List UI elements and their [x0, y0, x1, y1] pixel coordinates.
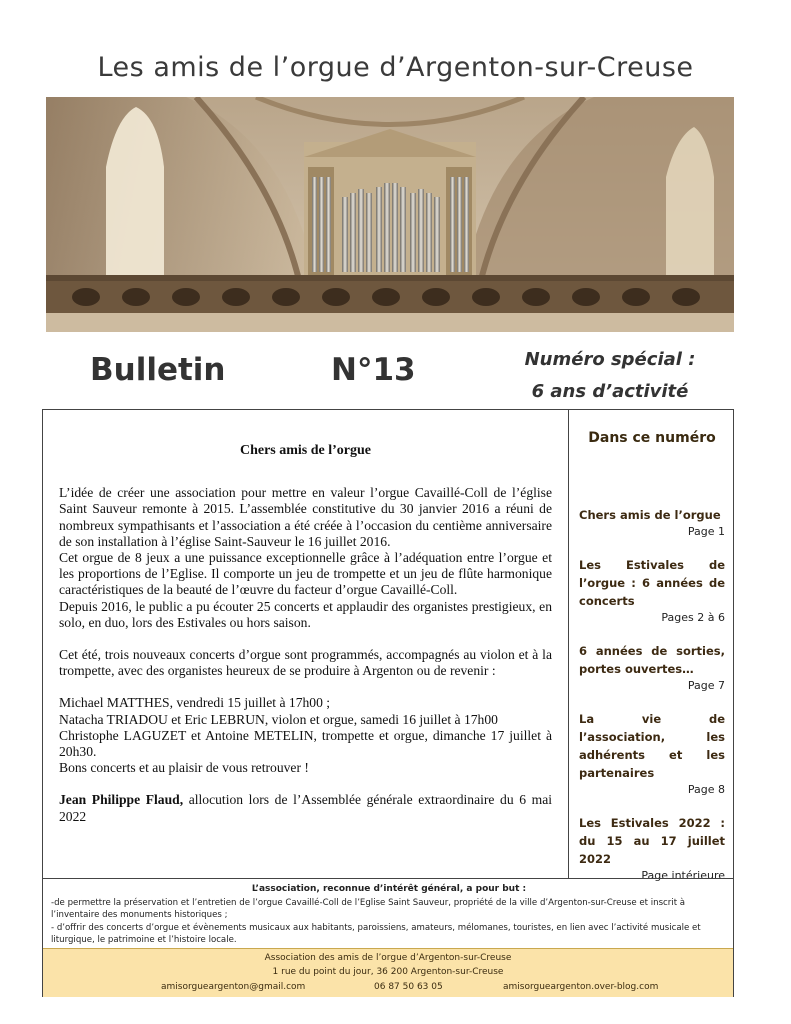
toc-heading: Dans ce numéro — [588, 430, 716, 446]
toc-item-page: Page 1 — [687, 525, 725, 538]
association-purpose — [43, 878, 733, 948]
content-frame — [42, 409, 734, 997]
article-paragraph: Cet été, trois nouveaux concerts d’orgue sont programmés, accompagnés au violon et à la trompette, avec des organistes heureux de se produire à Argenton ou de revenir : — [59, 647, 552, 679]
concert-line: Christophe LAGUZET et Antoine METELIN, trompette et orgue, dimanche 17 juillet à 20h30. — [59, 727, 552, 760]
contact-footer — [43, 948, 733, 997]
toc-item-title: 6 années de sorties, portes ouvertes… — [579, 644, 725, 676]
article-paragraph: Depuis 2016, le public a pu écouter 25 concerts et applaudir des organistes prestigieux, en solo, en duo, lors des Estivales ou hors saison. — [59, 598, 552, 630]
toc-item[interactable] — [579, 642, 725, 694]
special-line-1: Numéro spécial : — [524, 349, 696, 370]
article-heading: Chers amis de l’orgue — [239, 443, 372, 458]
special-issue-label — [500, 344, 720, 408]
table-of-contents — [569, 410, 733, 882]
toc-item-title: La vie de l’association, les adhérents et les partenaires — [579, 712, 725, 780]
bulletin-title: Les amis de l’orgue d’Argenton-sur-Creuse — [97, 52, 694, 83]
footer-association-name: Association des amis de l’orgue d’Argenton-sur-Creuse — [264, 953, 512, 963]
toc-item-title: Les Estivales 2022 : du 15 au 17 juillet 2022 — [579, 816, 725, 866]
footer-blog-link[interactable]: amisorgueargenton.over-blog.com — [503, 982, 659, 992]
bulletin-label: Bulletin — [90, 352, 226, 388]
toc-item-page: Pages 2 à 6 — [661, 611, 725, 624]
footer-phone: 06 87 50 63 05 — [374, 982, 443, 992]
concert-line: Michael MATTHES, vendredi 15 juillet à 17h00 ; — [59, 695, 331, 711]
article-paragraph: Cet orgue de 8 jeux a une puissance exceptionnelle grâce à l’adéquation entre l’orgue et les proportions de l’Eglise. Il comporte un jeu de trompette et un jeu de flûte harmonique caractéristiques de la beauté de l’œuvre du facteur d’orgue Cavaillé-Coll. — [59, 550, 552, 598]
toc-item-title: Les Estivales de l’orgue : 6 années de concerts — [579, 558, 725, 608]
toc-item-page: Page 8 — [687, 783, 725, 796]
footer-address: 1 rue du point du jour, 36 200 Argenton-sur-Creuse — [272, 967, 504, 977]
association-purpose-line: -de permettre la préservation et l’entretien de l’orgue Cavaillé-Coll de l’Eglise Saint Sauveur, propriété de la ville d’Argenton-sur-Creuse et inscrit à l’inventaire des monuments historiques ; — [51, 897, 686, 920]
toc-item[interactable] — [579, 556, 725, 626]
toc-item-page: Page intérieure — [641, 869, 725, 882]
toc-item-title: Chers amis de l’orgue — [579, 508, 721, 522]
signature-name: Jean Philippe Flaud, — [59, 792, 184, 808]
association-purpose-line: - d’offrir des concerts d’orgue et évènements musicaux aux habitants, paroissiens, amateurs, mélomanes, touristes, en lien avec l’activité musicale et liturgique, le patrimoine et l’histoire locale. — [51, 922, 701, 945]
editorial-article — [43, 410, 569, 878]
toc-item-page: Page 7 — [687, 679, 725, 692]
signature — [59, 792, 552, 824]
toc-item[interactable] — [579, 710, 725, 798]
footer-email-link[interactable]: amisorgueargenton@gmail.com — [161, 982, 306, 992]
association-heading: L’association, reconnue d’intérêt général, a pour but : — [251, 884, 527, 894]
signature-context: allocution lors de l’Assemblée générale extraordinaire du 6 mai 2022 — [59, 792, 553, 824]
toc-item[interactable] — [579, 814, 725, 884]
issue-number: N°13 — [331, 352, 416, 388]
article-paragraph: L’idée de créer une association pour mettre en valeur l’orgue Cavaillé-Coll de l’église Saint Sauveur remonte à 2015. L’assemblée constitutive du 30 janvier 2016 a réuni de nombreux sympathisants et l’association a été créée à l’occasion du centième anniversaire de son installation à l’église Saint-Sauveur le 16 juillet 2016. — [59, 485, 552, 549]
organ-photo — [46, 97, 734, 332]
special-line-2: 6 ans d’activité — [531, 381, 689, 402]
concert-line: Natacha TRIADOU et Eric LEBRUN, violon et orgue, samedi 16 juillet à 17h00 — [59, 711, 498, 727]
toc-item[interactable] — [579, 506, 725, 540]
closing-line: Bons concerts et au plaisir de vous retrouver ! — [59, 760, 309, 776]
